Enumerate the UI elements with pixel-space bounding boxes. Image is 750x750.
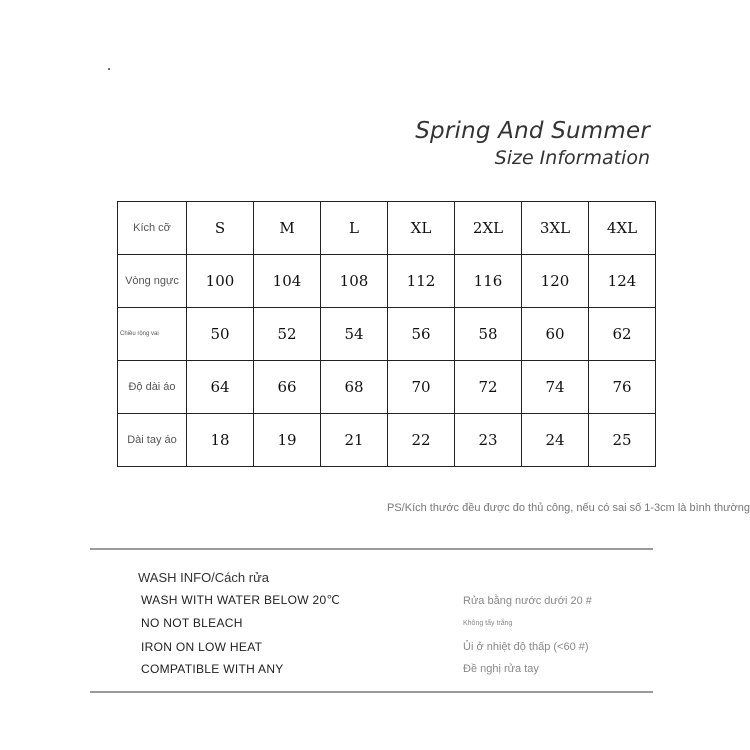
table-cell: 74 bbox=[522, 361, 589, 414]
table-cell: 23 bbox=[455, 414, 522, 467]
table-cell: 112 bbox=[388, 255, 455, 308]
table-cell: 100 bbox=[187, 255, 254, 308]
divider-top bbox=[90, 548, 653, 550]
table-row bbox=[118, 361, 656, 414]
wash-item-vi: Không tẩy trắng bbox=[463, 620, 513, 627]
row-label: Chiều rộng vai bbox=[118, 308, 187, 361]
table-cell: 18 bbox=[187, 414, 254, 467]
column-header: 4XL bbox=[589, 202, 656, 255]
column-header: XL bbox=[388, 202, 455, 255]
row-label: Độ dài áo bbox=[118, 361, 187, 414]
table-cell: 22 bbox=[388, 414, 455, 467]
column-header: 3XL bbox=[522, 202, 589, 255]
table-cell: 120 bbox=[522, 255, 589, 308]
table-cell: 108 bbox=[321, 255, 388, 308]
decorative-dot bbox=[108, 68, 110, 70]
column-header-size: Kích cỡ bbox=[118, 202, 187, 255]
table-cell: 72 bbox=[455, 361, 522, 414]
table-cell: 116 bbox=[455, 255, 522, 308]
table-cell: 124 bbox=[589, 255, 656, 308]
page-title bbox=[415, 118, 650, 169]
column-header: L bbox=[321, 202, 388, 255]
table-cell: 54 bbox=[321, 308, 388, 361]
table-row bbox=[118, 308, 656, 361]
row-label: Vòng ngực bbox=[118, 255, 187, 308]
table-cell: 21 bbox=[321, 414, 388, 467]
wash-item-vi: Đề nghị rửa tay bbox=[463, 663, 539, 675]
wash-item-en: IRON ON LOW HEAT bbox=[141, 640, 263, 654]
row-label: Dài tay áo bbox=[118, 414, 187, 467]
table-cell: 60 bbox=[522, 308, 589, 361]
table-cell: 68 bbox=[321, 361, 388, 414]
wash-item-vi: Rửa bằng nước dưới 20 # bbox=[463, 595, 592, 607]
table-cell: 104 bbox=[254, 255, 321, 308]
table-cell: 66 bbox=[254, 361, 321, 414]
title-line-2: Size Information bbox=[494, 147, 650, 169]
table-header-row bbox=[118, 202, 656, 255]
table-cell: 50 bbox=[187, 308, 254, 361]
table-cell: 70 bbox=[388, 361, 455, 414]
column-header: 2XL bbox=[455, 202, 522, 255]
divider-bottom bbox=[90, 691, 653, 693]
wash-item-vi: Ủi ở nhiệt độ thấp (<60 #) bbox=[463, 641, 589, 653]
table-cell: 24 bbox=[522, 414, 589, 467]
wash-info-title: WASH INFO/Cách rửa bbox=[138, 570, 270, 585]
table-cell: 62 bbox=[589, 308, 656, 361]
measurement-note: PS/Kích thước đều được đo thủ công, nếu có sai số 1-3cm là bình thường bbox=[387, 502, 750, 514]
table-cell: 25 bbox=[589, 414, 656, 467]
table-cell: 19 bbox=[254, 414, 321, 467]
table-row bbox=[118, 414, 656, 467]
table-cell: 56 bbox=[388, 308, 455, 361]
table-cell: 64 bbox=[187, 361, 254, 414]
wash-item-en: NO NOT BLEACH bbox=[141, 616, 243, 630]
table-row bbox=[118, 255, 656, 308]
wash-item-en: COMPATIBLE WITH ANY bbox=[141, 662, 284, 676]
table-cell: 76 bbox=[589, 361, 656, 414]
title-line-1: Spring And Summer bbox=[415, 118, 650, 144]
table-cell: 52 bbox=[254, 308, 321, 361]
column-header: M bbox=[254, 202, 321, 255]
column-header: S bbox=[187, 202, 254, 255]
size-table bbox=[117, 201, 656, 467]
wash-item-en: WASH WITH WATER BELOW 20℃ bbox=[141, 593, 341, 607]
table-cell: 58 bbox=[455, 308, 522, 361]
